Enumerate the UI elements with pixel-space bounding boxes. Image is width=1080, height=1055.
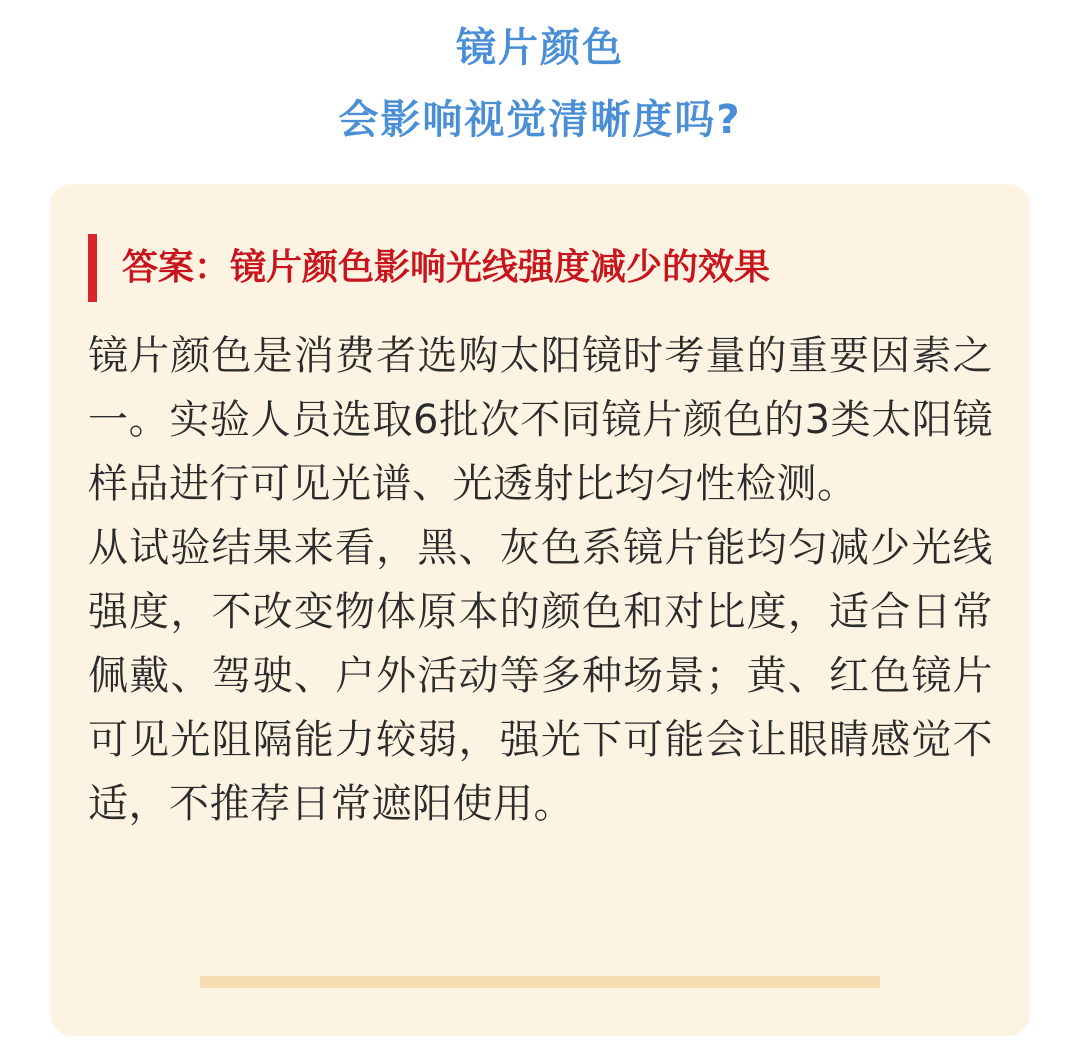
page-subtitle: 会影响视觉清晰度吗?	[338, 97, 742, 143]
answer-heading: 答案：镜片颜色影响光线强度减少的效果	[122, 247, 771, 288]
bottom-divider	[200, 976, 880, 988]
paragraph-2: 从试验结果来看，黑、灰色系镜片能均匀减少光线强度，不改变物体原本的颜色和对比度，适合日常佩戴、驾驶、户外活动等多种场景；黄、红色镜片可见光阻隔能力较弱，强光下可能会让眼睛感觉不适，不推荐日常遮阳使用。	[88, 525, 993, 827]
paragraph-1: 镜片颜色是消费者选购太阳镜时考量的重要因素之一。实验人员选取6批次不同镜片颜色的3类太阳镜样品进行可见光谱、光透射比均匀性检测。	[88, 333, 993, 507]
answer-body	[88, 324, 993, 836]
page-title: 镜片颜色	[456, 25, 624, 71]
answer-card	[50, 184, 1030, 1036]
accent-bar	[88, 234, 97, 302]
